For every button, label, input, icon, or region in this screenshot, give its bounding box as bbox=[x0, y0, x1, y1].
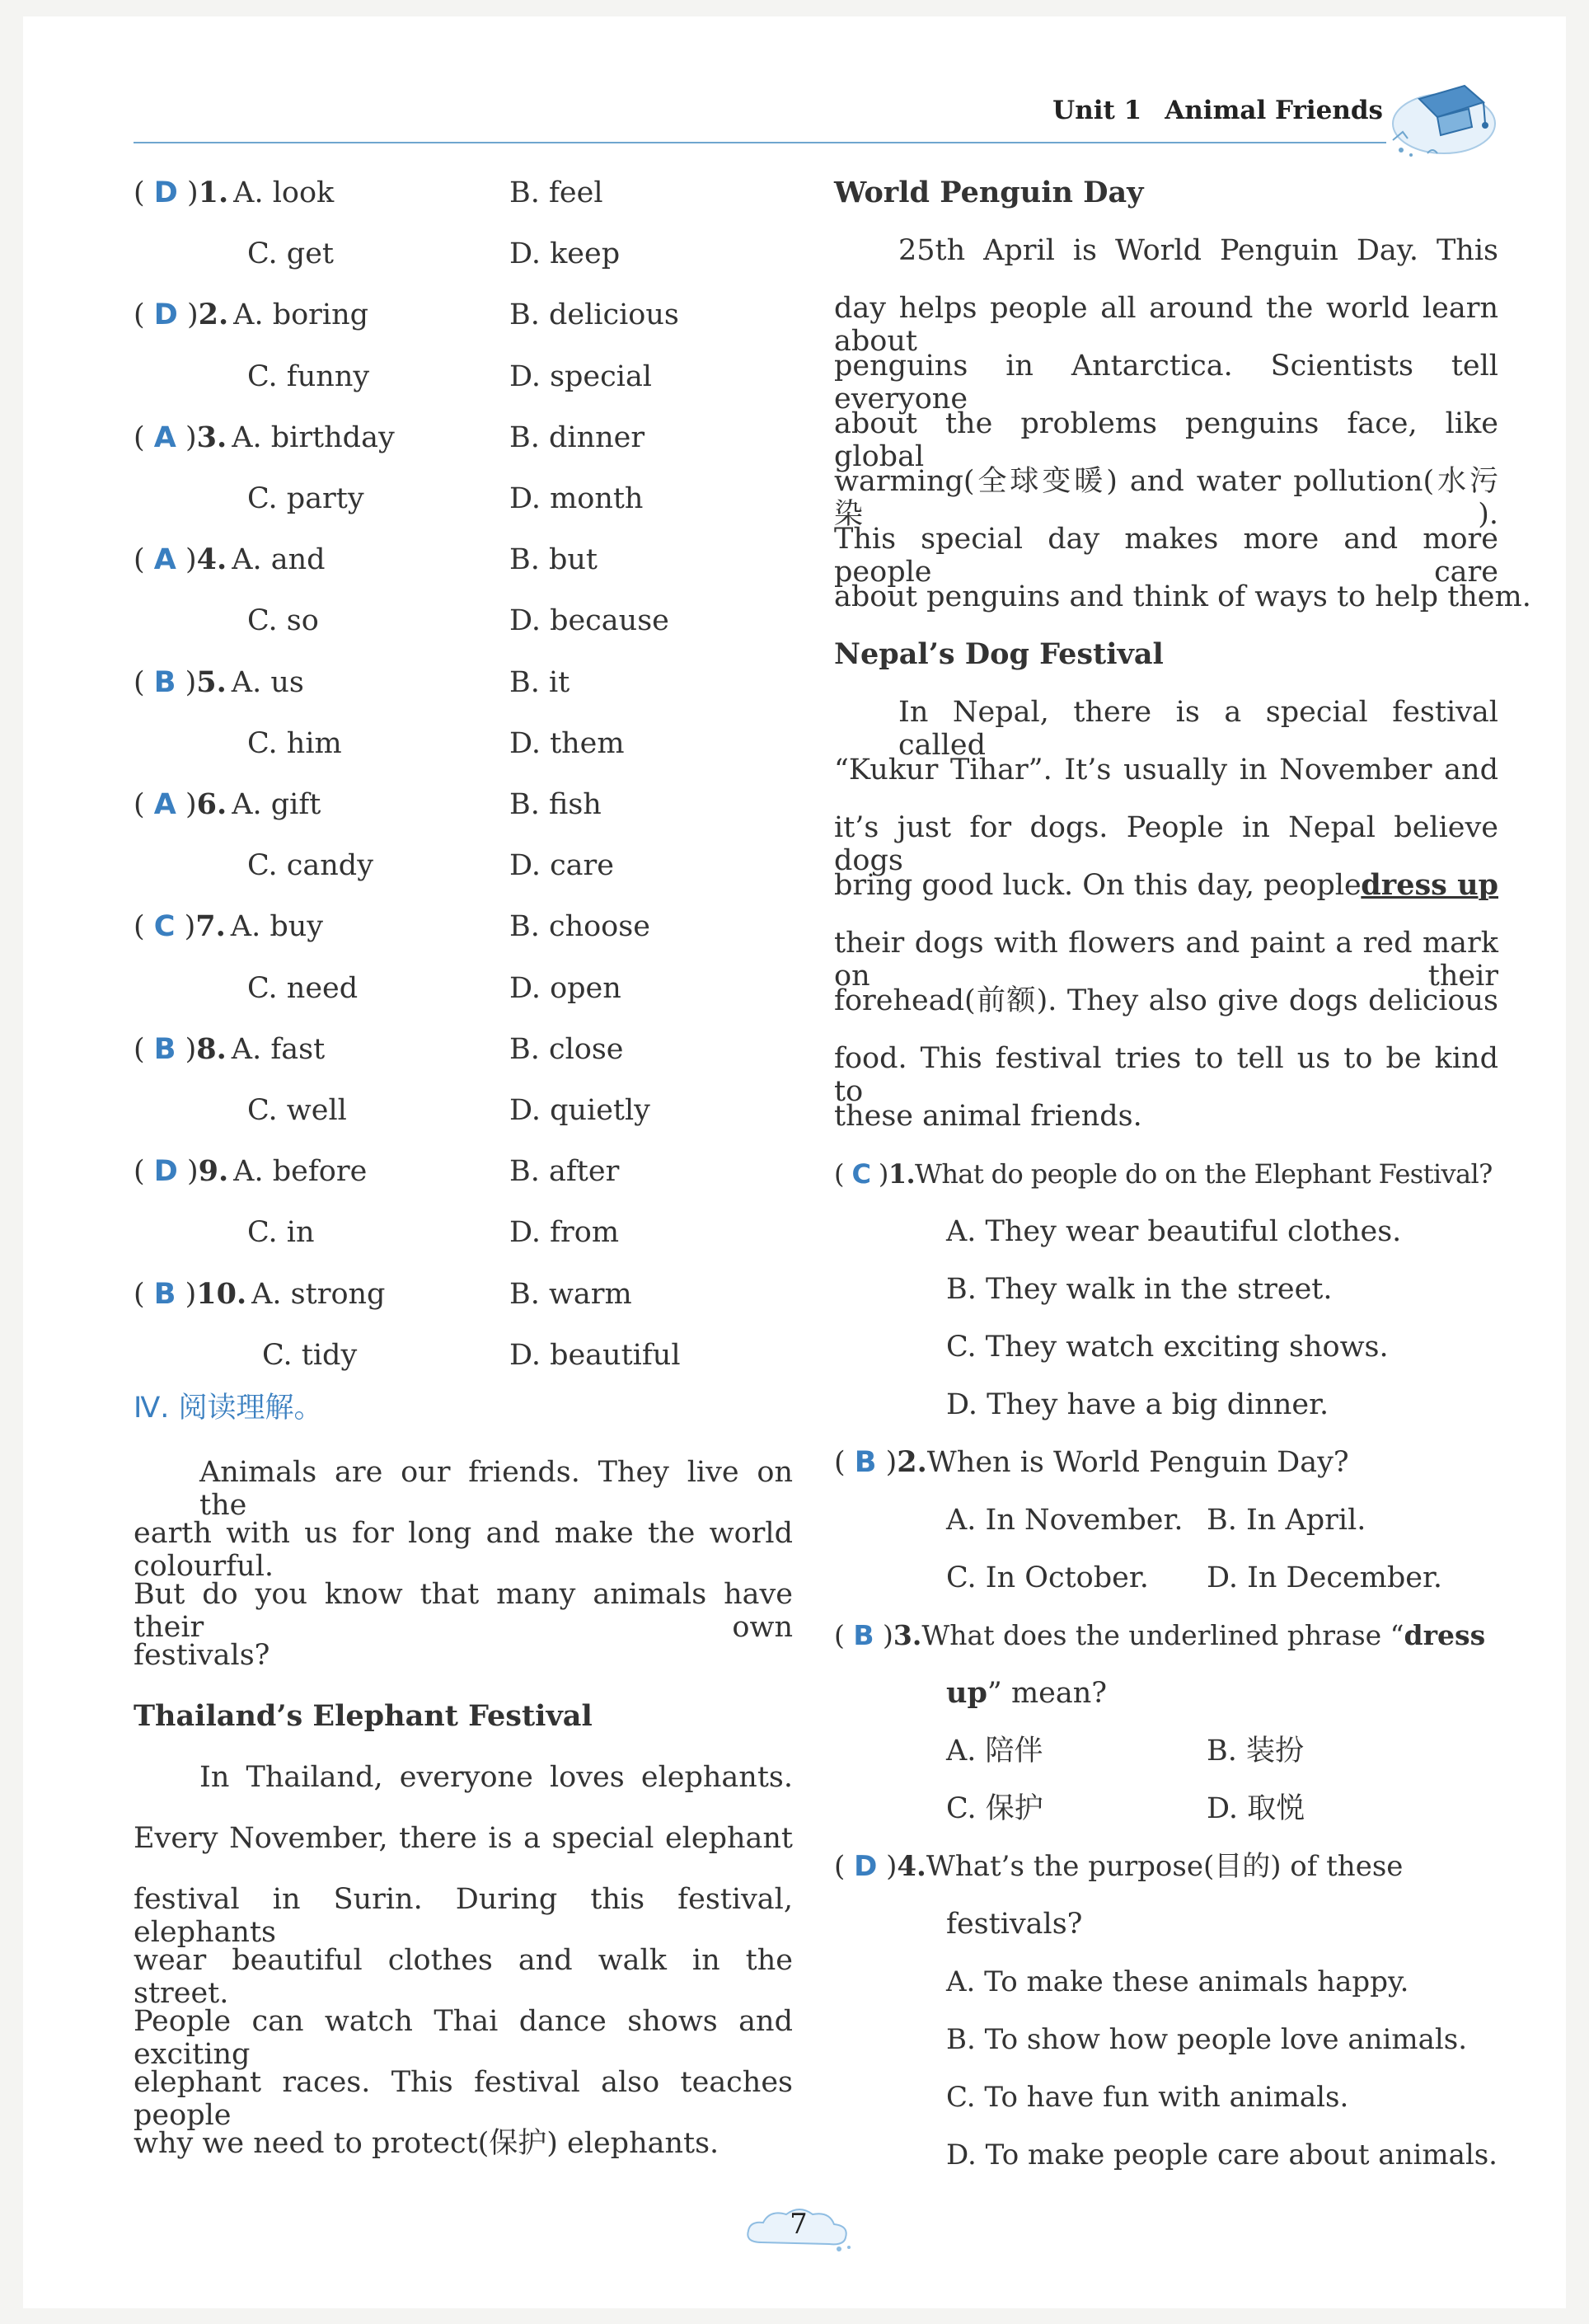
page-header bbox=[134, 16, 1502, 161]
answer-option: B. 装扮 bbox=[1207, 1735, 1304, 1768]
option-a: A. gift bbox=[232, 788, 321, 821]
option-d: D. quietly bbox=[509, 1094, 650, 1127]
paragraph-line: penguins in Antarctica. Scientists tell everyone bbox=[834, 350, 1498, 416]
option-d: D. from bbox=[509, 1216, 620, 1250]
page-number: 7 bbox=[790, 2208, 808, 2241]
option-c: C. tidy bbox=[262, 1338, 358, 1372]
header-unit: Unit 1 bbox=[1052, 96, 1142, 125]
question-number: 4. bbox=[196, 542, 227, 577]
question-number: 6. bbox=[196, 787, 227, 821]
option-b: B. dinner bbox=[509, 420, 645, 454]
option-b: B. fish bbox=[509, 788, 602, 821]
option-d: D. beautiful bbox=[509, 1338, 681, 1372]
option-b: B. it bbox=[509, 665, 570, 699]
paragraph-line: earth with us for long and make the world colourful. bbox=[134, 1517, 793, 1583]
option-b: B. warm bbox=[509, 1277, 632, 1311]
question-phrase: dress bbox=[1404, 1619, 1486, 1651]
question-number: 9. bbox=[198, 1154, 229, 1189]
cloze-question: ( D )9. A. before bbox=[134, 1154, 368, 1189]
paragraph-line: This special day makes more and more people care bbox=[834, 523, 1498, 589]
answer-option: A. 陪伴 bbox=[946, 1735, 1043, 1768]
graduation-cap-icon bbox=[1386, 74, 1502, 165]
paragraph-line: “Kukur Tihar”. It’s usually in November and bbox=[834, 754, 1498, 786]
question-text: What do people do on the Elephant Festival? bbox=[915, 1158, 1493, 1190]
paragraph-line: People can watch Thai dance shows and exciting bbox=[134, 2005, 793, 2071]
paragraph-line: festival in Surin. During this festival, elephants bbox=[134, 1883, 793, 1949]
answer-letter: C bbox=[153, 910, 176, 944]
page-footer bbox=[737, 2200, 860, 2257]
question-text: What’s the purpose(目的) of these bbox=[926, 1850, 1404, 1883]
option-c: C. so bbox=[247, 604, 319, 638]
answer-option: A. In November. bbox=[946, 1504, 1184, 1537]
question-number: 8. bbox=[196, 1031, 227, 1066]
subheading-penguin-day: World Penguin Day bbox=[834, 176, 1144, 209]
cloze-question: ( C )7. A. buy bbox=[134, 909, 324, 944]
answer-option: C. They watch exciting shows. bbox=[946, 1331, 1389, 1364]
answer-option: B. They walk in the street. bbox=[946, 1273, 1333, 1306]
option-b: B. feel bbox=[509, 176, 603, 209]
question-number: 1. bbox=[198, 176, 229, 209]
header-unit-title: Animal Friends bbox=[1165, 96, 1383, 125]
page bbox=[23, 16, 1566, 2308]
section-heading: Ⅳ. 阅读理解。 bbox=[134, 1392, 323, 1425]
option-b: B. close bbox=[509, 1032, 624, 1066]
answer-option: D. To make people care about animals. bbox=[946, 2139, 1498, 2171]
question-text: festivals? bbox=[946, 1908, 1083, 1941]
option-c: C. party bbox=[247, 482, 364, 515]
answer-letter: B bbox=[153, 1277, 176, 1311]
option-d: D. month bbox=[509, 482, 644, 515]
option-a: A. buy bbox=[230, 910, 324, 944]
cloze-question: ( A )4. A. and bbox=[134, 542, 326, 577]
question-text: ” mean? bbox=[987, 1677, 1108, 1710]
reading-question: ( B )3.What does the underlined phrase “dress bbox=[834, 1619, 1486, 1651]
question-text-continued bbox=[946, 1908, 1082, 1941]
question-phrase: up bbox=[946, 1676, 987, 1710]
answer-option: C. In October. bbox=[946, 1561, 1149, 1594]
cloze-question: ( A )6. A. gift bbox=[134, 787, 321, 821]
option-b: B. delicious bbox=[509, 298, 679, 332]
cloze-question: ( D )1. A. look bbox=[134, 176, 335, 209]
answer-option: C. To have fun with animals. bbox=[946, 2081, 1349, 2114]
paragraph-line: about penguins and think of ways to help them. bbox=[834, 580, 1531, 613]
subheading-dog-festival: Nepal’s Dog Festival bbox=[834, 637, 1164, 671]
paragraph-line: about the problems penguins face, like global bbox=[834, 407, 1498, 473]
answer-letter: D bbox=[854, 1850, 878, 1883]
question-number: 7. bbox=[195, 909, 226, 944]
answer-letter: C bbox=[851, 1158, 871, 1190]
option-a: A. us bbox=[231, 665, 304, 699]
paragraph-line: why we need to protect(保护) elephants. bbox=[134, 2127, 720, 2160]
answer-letter: A bbox=[153, 420, 176, 454]
option-d: D. because bbox=[509, 604, 669, 638]
option-c: C. well bbox=[247, 1094, 347, 1127]
paragraph-line: elephant races. This festival also teaches people bbox=[134, 2066, 793, 2132]
paragraph-line: day helps people all around the world learn about bbox=[834, 292, 1498, 358]
answer-option: A. To make these animals happy. bbox=[946, 1965, 1409, 1998]
option-d: D. them bbox=[509, 726, 625, 760]
option-d: D. keep bbox=[509, 237, 621, 271]
answer-letter: D bbox=[153, 298, 178, 332]
answer-option: D. They have a big dinner. bbox=[946, 1388, 1329, 1421]
answer-option: D. 取悦 bbox=[1207, 1792, 1305, 1825]
paragraph-line: In Nepal, there is a special festival called bbox=[898, 696, 1498, 762]
answer-option: D. In December. bbox=[1207, 1561, 1442, 1594]
answer-option: B. To show how people love animals. bbox=[946, 2023, 1468, 2056]
option-b: B. but bbox=[509, 543, 598, 577]
header-rule bbox=[134, 142, 1386, 143]
question-number: 2. bbox=[897, 1445, 927, 1479]
option-d: D. open bbox=[509, 971, 621, 1005]
option-d: D. care bbox=[509, 849, 614, 883]
option-c: C. need bbox=[247, 971, 359, 1005]
answer-letter: B bbox=[853, 1619, 874, 1651]
cloze-question: ( B )10. A. strong bbox=[134, 1276, 386, 1311]
question-text-continued bbox=[946, 1677, 1107, 1710]
option-c: C. him bbox=[247, 726, 342, 760]
reading-question: ( B )2.When is World Penguin Day? bbox=[834, 1445, 1349, 1479]
paragraph-line: Animals are our friends. They live on the bbox=[199, 1456, 793, 1522]
question-number: 3. bbox=[196, 420, 227, 454]
question-number: 3. bbox=[893, 1619, 922, 1651]
header-title bbox=[1052, 96, 1383, 125]
paragraph-line: warming(全球变暖) and water pollution(水污染). bbox=[834, 465, 1498, 531]
option-c: C. in bbox=[247, 1216, 315, 1250]
option-d: D. special bbox=[509, 359, 653, 393]
paragraph-line: food. This festival tries to tell us to be kind to bbox=[834, 1042, 1498, 1108]
answer-letter: D bbox=[153, 176, 178, 209]
paragraph-line: these animal friends. bbox=[834, 1100, 1142, 1133]
paragraph-line: wear beautiful clothes and walk in the street. bbox=[134, 1944, 793, 2010]
reading-question: ( D )4.What’s the purpose(目的) of these bbox=[834, 1850, 1404, 1883]
question-number: 4. bbox=[897, 1850, 926, 1883]
paragraph-line: Every November, there is a special elephant bbox=[134, 1822, 793, 1855]
answer-option: C. 保护 bbox=[946, 1792, 1043, 1825]
question-number: 10. bbox=[196, 1276, 247, 1311]
option-a: A. birthday bbox=[232, 420, 395, 454]
underlined-phrase: dress up bbox=[1361, 868, 1498, 902]
cloze-question: ( B )5. A. us bbox=[134, 664, 304, 699]
answer-letter: B bbox=[153, 1032, 176, 1066]
paragraph-line: But do you know that many animals have their own bbox=[134, 1578, 793, 1644]
question-number: 2. bbox=[198, 298, 229, 332]
answer-letter: B bbox=[153, 665, 176, 699]
answer-option: B. In April. bbox=[1207, 1504, 1366, 1537]
paragraph-line: festivals? bbox=[134, 1639, 270, 1672]
cloze-question: ( A )3. A. birthday bbox=[134, 420, 395, 454]
option-c: C. funny bbox=[247, 359, 370, 393]
option-a: A. fast bbox=[231, 1032, 326, 1066]
answer-letter: B bbox=[854, 1446, 877, 1479]
paragraph-line: 25th April is World Penguin Day. This bbox=[898, 234, 1498, 267]
cloze-question: ( B )8. A. fast bbox=[134, 1031, 326, 1066]
answer-letter: D bbox=[153, 1155, 178, 1189]
paragraph-line: In Thailand, everyone loves elephants. bbox=[199, 1761, 793, 1794]
answer-option: A. They wear beautiful clothes. bbox=[946, 1215, 1402, 1248]
option-a: A. and bbox=[232, 543, 326, 577]
answer-letter: A bbox=[153, 543, 176, 577]
option-c: C. candy bbox=[247, 849, 373, 883]
question-number: 5. bbox=[196, 664, 227, 699]
paragraph-line bbox=[834, 869, 1498, 902]
paragraph-line: their dogs with flowers and paint a red mark on their bbox=[834, 927, 1498, 993]
answer-letter: A bbox=[153, 788, 176, 821]
question-number: 1. bbox=[888, 1158, 916, 1190]
option-c: C. get bbox=[247, 237, 334, 271]
subheading-elephant-festival: Thailand’s Elephant Festival bbox=[134, 1699, 593, 1733]
paragraph-text: bring good luck. On this day, people bbox=[834, 869, 1362, 902]
option-a: A. strong bbox=[251, 1277, 386, 1311]
question-text: What does the underlined phrase “ bbox=[921, 1619, 1404, 1651]
option-a: A. look bbox=[233, 176, 335, 209]
question-text: When is World Penguin Day? bbox=[926, 1446, 1349, 1479]
option-a: A. before bbox=[233, 1155, 368, 1189]
option-a: A. boring bbox=[233, 298, 369, 332]
option-b: B. after bbox=[509, 1155, 620, 1189]
paragraph-line: forehead(前额). They also give dogs delicious bbox=[834, 984, 1498, 1017]
reading-question: ( C )1.What do people do on the Elephant Festival? bbox=[834, 1158, 1493, 1190]
paragraph-line: it’s just for dogs. People in Nepal believe dogs bbox=[834, 811, 1498, 877]
option-b: B. choose bbox=[509, 910, 650, 944]
cloze-question: ( D )2. A. boring bbox=[134, 298, 369, 332]
